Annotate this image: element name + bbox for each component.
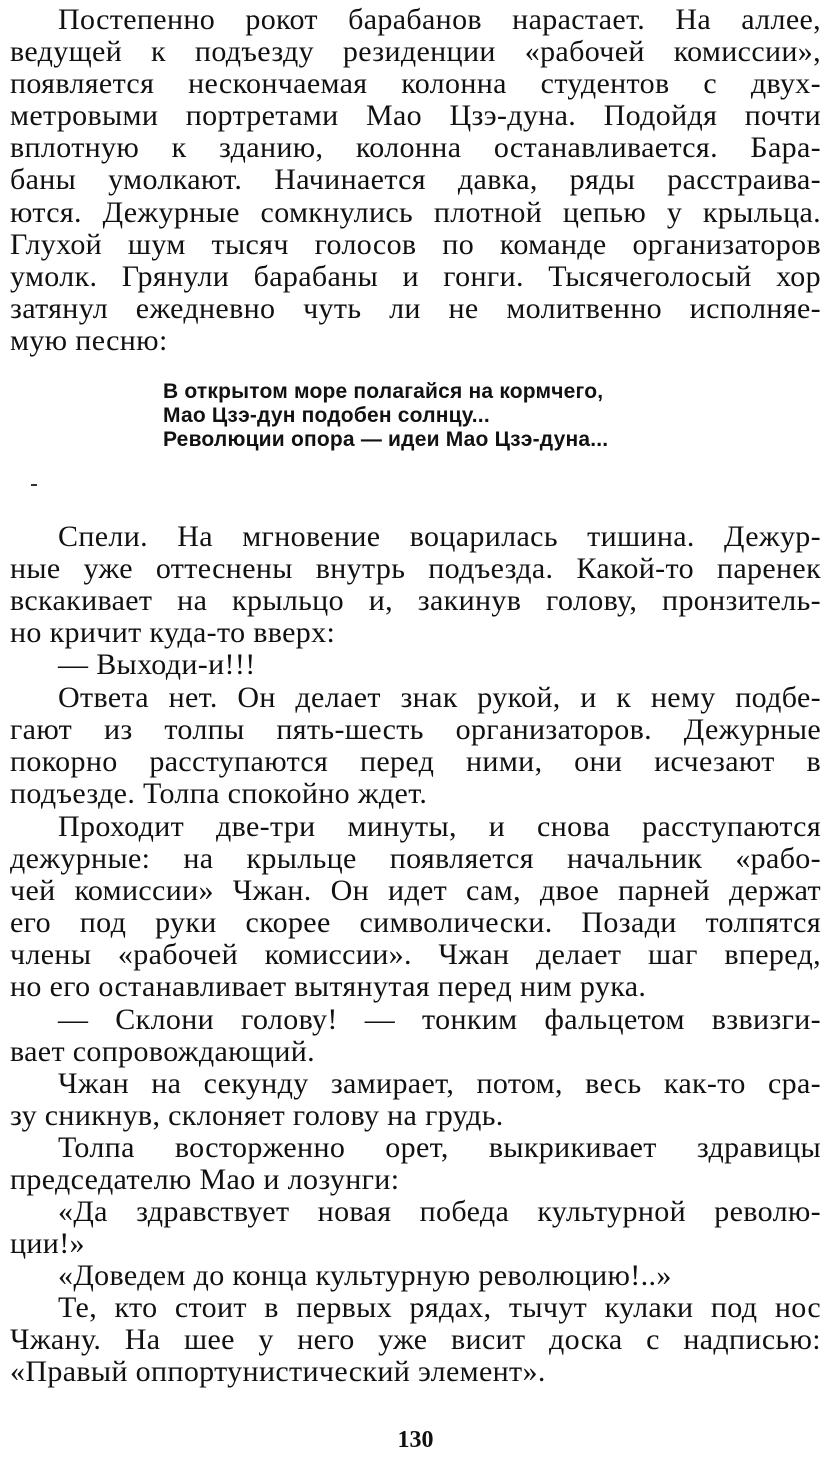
text-line: «Правый оппортунистический элемент». [10, 1355, 546, 1389]
text-line: «Доведем до конца культурную революцию!..» [58, 1259, 672, 1292]
paragraph-3 [10, 682, 821, 810]
text-line: но его останавливает вытянутая перед ним рука. [10, 970, 647, 1004]
text-line: зу сникнув, склоняет голову на грудь. [10, 1099, 504, 1133]
text-line: ведущей к подъезду резиденции «рабочей комиссии», [10, 35, 821, 69]
text-line: мую песню: [10, 323, 168, 357]
text-line: умолк. Грянули барабаны и гонги. Тысячеголосый хор [10, 259, 821, 293]
text-line: Постепенно рокот барабанов нарастает. На аллее, [58, 3, 821, 36]
text-line: но кричит куда-то вверх: [10, 616, 336, 650]
text-line: Проходит две-три минуты, и снова расступаются [58, 810, 821, 843]
text-line: Ответа нет. Он делает знак рукой, и к нему подбе- [58, 681, 821, 714]
verse-line: Мао Цзэ-дун подобен солнцу... [163, 404, 490, 427]
song-verse [163, 380, 683, 452]
paragraph-10 [10, 1292, 821, 1388]
paragraph-5 [10, 1004, 821, 1068]
text-line: ные уже оттеснены внутрь подъезда. Какой-то паренек [10, 552, 821, 586]
text-line: вскакивает на крыльцо и, закинув голову, пронзитель- [10, 584, 821, 618]
text-line: ются. Дежурные сомкнулись плотной цепью у крыльца. [10, 195, 821, 229]
text-line: Чжану. На шее у него уже висит доска с надписью: [10, 1323, 821, 1357]
dialogue-line: — Выходи-и!!! [58, 648, 256, 682]
paragraph-2 [10, 521, 821, 681]
text-line: председателю Мао и лозунги: [10, 1163, 400, 1197]
text-line: гают из толпы пять-шесть организаторов. Дежурные [10, 713, 821, 747]
text-line: Спели. На мгновение воцарилась тишина. Дежур- [58, 520, 821, 553]
page-number: 130 [397, 1427, 434, 1453]
text-line: появляется нескончаемая колонна студентов с двух- [10, 67, 821, 101]
text-line: вает сопровождающий. [10, 1035, 316, 1069]
text-line: метровыми портретами Мао Цзэ-дуна. Подойдя почти [10, 99, 821, 133]
paragraph-9 [10, 1260, 821, 1292]
paragraph-7 [10, 1132, 821, 1196]
text-line: его под руки скорее символически. Позади толпятся [10, 906, 821, 940]
text-line: покорно расступаются перед ними, они исчезают в [10, 745, 821, 779]
paragraph-4 [10, 811, 821, 1004]
verse-line: В открытом море полагайся на кормчего, [163, 380, 604, 403]
text-line: подъезде. Толпа спокойно ждет. [10, 777, 428, 811]
text-line: — Склони голову! — тонким фальцетом взвизги- [58, 1003, 821, 1036]
text-line: «Да здравствует новая победа культурной револю- [58, 1195, 821, 1228]
text-line: Чжан на секунду замирает, потом, весь как-то сра- [58, 1067, 821, 1100]
text-line: ции!» [10, 1227, 85, 1261]
text-line: Глухой шум тысяч голосов по команде организаторов [10, 227, 821, 261]
text-line: Толпа восторженно орет, выкрикивает здравицы [58, 1131, 821, 1164]
paragraph-1 [10, 4, 821, 357]
text-line: вплотную к зданию, колонна останавливается. Бара- [10, 131, 821, 165]
text-line: затянул ежедневно чуть ли не молитвенно исполняе- [10, 291, 821, 325]
verse-line: Революции опора — идеи Мао Цзэ-дуна... [163, 428, 609, 451]
paragraph-8 [10, 1196, 821, 1260]
text-line: дежурные: на крыльце появляется начальник «рабо- [10, 842, 821, 876]
text-line: чей комиссии» Чжан. Он идет сам, двое парней держат [10, 874, 821, 908]
text-line: баны умолкают. Начинается давка, ряды расстраива- [10, 163, 821, 197]
text-line: члены «рабочей комиссии». Чжан делает шаг вперед, [10, 938, 821, 972]
paragraph-6 [10, 1068, 821, 1132]
text-line: Те, кто стоит в первых рядах, тычут кулаки под нос [58, 1291, 821, 1324]
stray-mark [31, 484, 37, 486]
